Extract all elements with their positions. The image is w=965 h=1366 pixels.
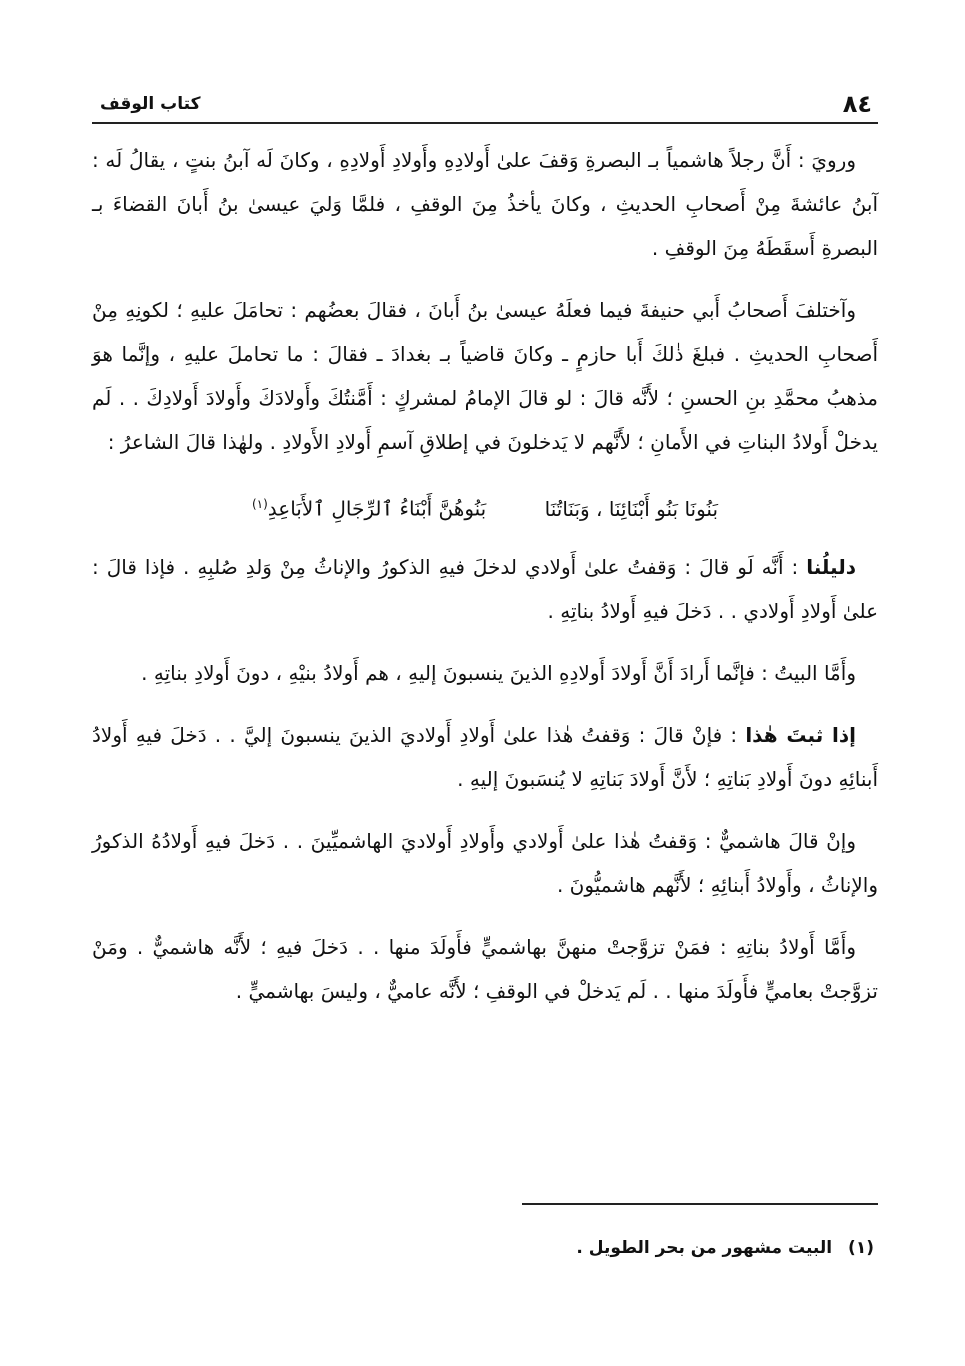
paragraph — [92, 138, 878, 270]
paragraph-text: : فإنْ قالَ : وَقفتُ هٰذا علىٰ أَولادِ أَولاديَ الذينَ ينسبونَ إليَّ . . دَخلَ فيهِ أَولادُ أَبنائِهِ دونَ أَولادِ بَناتِهِ ؛ لأَنَّ أَولادَ بَناتِهِ لا يُنسَبونَ إليهِ . — [92, 722, 878, 791]
poetry-verse — [92, 482, 878, 531]
paragraph-text: وإنْ قالَ هاشميٌّ : وَقفتُ هٰذا علىٰ أَولادي وأَولادِ أَولاديَ الهاشميِّينَ . . دَخلَ فيهِ أَولادُهُ الذكورُ والإناثُ ، وأَولادُ أَبنائِهِ ؛ لأَنَّهم هاشميُّونَ . — [92, 828, 878, 897]
page-number: ٨٤ — [842, 90, 872, 118]
paragraph — [92, 925, 878, 1013]
footnote-divider — [522, 1203, 878, 1205]
paragraph — [92, 545, 878, 633]
paragraph — [92, 651, 878, 695]
paragraph-text: وأَمَّا البيتُ : فإنَّما أَرادَ أَنَّ أَولادَ أَولادِهِ الذينَ ينسبونَ إليهِ ، هم أَولادُ بنيْهِ ، دونَ أَولادِ بناتِهِ . — [141, 660, 856, 685]
paragraph — [92, 819, 878, 907]
footnote-number: (١) — [848, 1238, 874, 1258]
main-text — [92, 138, 878, 1031]
document-page — [92, 0, 878, 1366]
verse-second-hemistich — [226, 482, 512, 531]
footnote-marker[interactable]: (١) — [251, 497, 268, 511]
paragraph-text: : أَنَّه لَو قالَ : وَقفتُ علىٰ أَولادي لدخلَ فيهِ الذكورُ والإناثُ مِنْ وَلدِ صُلبِهِ . فإذا قالَ : علىٰ أَولادِ أَولادي . . دَخلَ فيهِ أَولادُ بناتِهِ . — [92, 554, 878, 623]
verse-first-hemistich: بَنُونَا بَنُو أَبْنَائِنَا ، وَبَنَاتُنَا — [544, 496, 719, 521]
paragraph — [92, 288, 878, 464]
verse-second-hemistich-text: بَنُوهُنَّ أَبْنَاءُ ٱلرِّجَالِ ٱلأَبَاعِدِ — [267, 496, 487, 521]
footnote — [576, 1238, 874, 1258]
running-title: كتاب الوقف — [100, 94, 201, 114]
paragraph-text: ورويَ : أَنَّ رجلاً هاشمياً بـ البصرةِ وَقفَ علىٰ أَولادِهِ وأَولادِ أَولادِهِ ، وكانَ لَه آبنُ بنتٍ ، يقالُ لَه : آبنُ عائشةَ مِنْ أَصحابِ الحديثِ ، وكانَ يأخذُ مِنَ الوقفِ ، فلمَّا وَليَ عيسىٰ بنُ أَبانَ القضاءَ بـ البصرةِ أَسقَطَهُ مِنَ الوقفِ . — [92, 148, 878, 260]
footnote-text: البيت مشهور من بحر الطويل . — [576, 1238, 833, 1258]
paragraph-lead: إذا ثبتَ هٰذا — [745, 722, 856, 747]
paragraph — [92, 713, 878, 801]
paragraph-lead: دليلُنا — [806, 554, 856, 579]
paragraph-text: وأَمَّا أَولادُ بناتِهِ : فمَنْ تزوَّجتْ منهنَّ بهاشميٍّ فأَولَدَ منها . . دَخلَ فيهِ ؛ لأَنَّه هاشميٌّ . ومَنْ تزوَّجتْ بعاميٍّ فأَولَدَ منها . . لَم يَدخلْ في الوقفِ ؛ لأَنَّه عاميٌّ ، وليسَ بهاشميٍّ . — [92, 934, 878, 1003]
page-header — [92, 88, 878, 124]
paragraph-text: وآختلفَ أَصحابُ أَبي حنيفةَ فيما فعلَهُ عيسىٰ بنُ أَبانَ ، فقالَ بعضُهم : تحامَلَ عليهِ ؛ لكونِهِ مِنْ أَصحابِ الحديثِ . فبلغَ ذٰلكَ أَبا حازمٍ ـ وكانَ قاضياً بـ بغدادَ ـ فقالَ : ما تحاملَ عليهِ ، وإنَّما هوَ مذهبُ محمَّدِ بنِ الحسنِ ؛ لأَنَّه قالَ : لو قالَ الإمامُ لمشركٍ : أَمَّنتُكَ وأَولادَكَ وأَولادَ أَولادِكَ . . لَم يدخلْ أَولادُ البناتِ في الأَمانِ ؛ لأَنَّهم لا يَدخلونَ في إطلاقِ آسمِ أَولادِ الأَولادِ . ولهٰذا قالَ الشاعرُ : — [92, 298, 878, 454]
